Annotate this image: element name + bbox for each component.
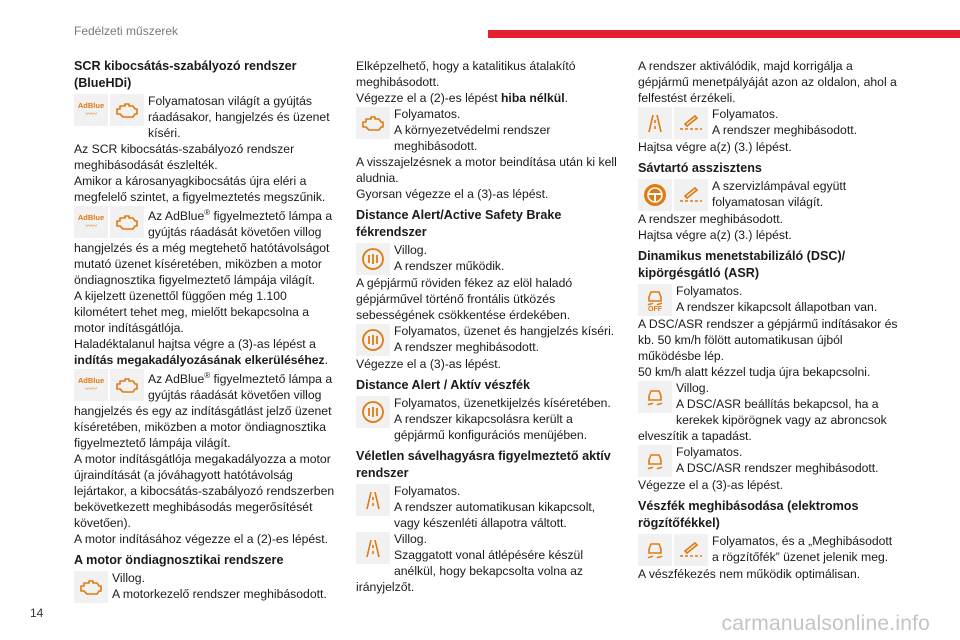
adblue-icon: AdBlue 〰〰 [74, 369, 108, 401]
text: A visszajelzésnek a motor beindítása után ki kell aludnia. [356, 155, 617, 185]
service-wrench-icon [674, 107, 708, 139]
text: Folyamatos, üzenet és hangjelzés kíséri. [394, 324, 615, 338]
dsc-skid-icon [638, 445, 672, 477]
text: A rendszer kikapcsolásra került a gépjármű konfigurációs menüjében. [394, 412, 588, 442]
icon-group [74, 206, 144, 238]
text: Végezze el a (2)-es lépést hiba nélkül. [356, 91, 569, 105]
text: Gyorsan végezze el a (3)-as lépést. [356, 187, 549, 201]
icon-group [638, 179, 708, 211]
text: A DSC/ASR rendszer meghibásodott. [676, 461, 879, 475]
dsc-skid-icon [638, 381, 672, 413]
text: Az SCR kibocsátás-szabályozó rendszer meghibásodását észlelték. [74, 142, 295, 172]
text: A vészfékezés nem működik optimálisan. [638, 567, 861, 581]
text: A rendszer kikapcsolt állapotban van. [676, 300, 878, 314]
dsc-skid-icon [638, 534, 672, 566]
collision-warning-icon [356, 324, 390, 356]
icon-group [356, 532, 390, 564]
heading-emergency-brake: Vészfék meghibásodása (elektromos rögzítőfékkel) [638, 499, 859, 530]
text: Folyamatos, és a „Meghibásodott a rögzítőfék” üzenet jelenik meg. [712, 534, 893, 564]
text: Folyamatos. [676, 445, 743, 459]
lane-departure-icon [356, 532, 390, 564]
icon-group [638, 381, 672, 413]
lane-departure-icon [638, 107, 672, 139]
text: A motorkezelő rendszer meghibásodott. [112, 587, 327, 602]
text: Villog. [394, 532, 427, 546]
text: Folyamatos. [394, 484, 461, 498]
text: Villog. [676, 381, 709, 395]
engine-icon [356, 107, 390, 139]
text: Szaggatott vonal átlépésére készül anélkül, hogy bekapcsolta volna az irányjelzőt. [356, 548, 584, 594]
heading-lane-keeping: Sávtartó asszisztens [638, 161, 762, 175]
text: Folyamatosan világít a gyújtás ráadásakor, hangjelzés és üzenet kíséri. [148, 94, 330, 140]
text: A rendszer meghibásodott. [712, 123, 857, 137]
text: A rendszer meghibásodott. [394, 340, 539, 354]
text: A szervizlámpával együtt folyamatosan világít. [712, 179, 847, 209]
text: Hajtsa végre a(z) (3.) lépést. [638, 228, 792, 242]
icon-group [638, 534, 708, 566]
icon-group [74, 94, 144, 126]
text: Az AdBlue® figyelmeztető lámpa a gyújtás ráadását követően villog hangjelzés és egy az indításgátlást jelző üzenet kíséretében, miközben a motor öndiagnosztika figyelmeztető lámpája világít. [74, 371, 333, 451]
text: Az AdBlue® figyelmeztető lámpa a gyújtás ráadását követően villog hangjelzés és a még megtehető hatótávolságot mutató üzenet kíséretében, miközben a motor öndiagnosztika figyelmeztető lámpája világít. [74, 208, 333, 288]
header-accent-bar [488, 30, 960, 38]
text: 50 km/h alatt kézzel tudja újra bekapcsolni. [638, 365, 871, 379]
collision-warning-icon [356, 243, 390, 275]
engine-icon [74, 571, 108, 603]
header-title: Fedélzeti műszerek [74, 24, 179, 38]
icon-group [356, 243, 390, 275]
icon-group [638, 107, 708, 139]
engine-icon [110, 94, 144, 126]
text: A környezetvédelmi rendszer meghibásodott. [394, 123, 551, 153]
text: Villog. [112, 571, 145, 586]
page-number: 14 [30, 606, 44, 620]
icon-group [74, 369, 144, 401]
text: A rendszer aktiválódik, majd korrigálja a gépjármű menetpályáját azon az oldalon, ahol a felfestést érzékeli. [638, 59, 897, 105]
engine-icon [110, 369, 144, 401]
text: A rendszer meghibásodott. [638, 212, 783, 226]
text: A DSC/ASR beállítás bekapcsol, ha a kerekek kipörögnek vagy az abroncsok elveszítik a tapadást. [638, 397, 887, 443]
heading-scr: SCR kibocsátás-szabályozó rendszer (BlueHDi) [74, 59, 297, 90]
column-3 [638, 58, 902, 582]
text: Folyamatos. [712, 107, 779, 121]
adblue-icon: AdBlue 〰〰 [74, 94, 108, 126]
text: Villog. [394, 243, 427, 257]
lane-departure-icon [356, 484, 390, 516]
text: A rendszer automatikusan kikapcsolt, vagy készenléti állapotra váltott. [394, 500, 596, 530]
text: A DSC/ASR rendszer a gépjármű indításakor és kb. 50 km/h fölött automatikusan újból működésbe lép. [638, 317, 898, 363]
text: Végezze el a (3)-as lépést. [638, 478, 783, 492]
icon-group [74, 571, 108, 603]
heading-distance-alert: Distance Alert / Aktív vészfék [356, 378, 531, 392]
text: Haladéktalanul hajtsa végre a (3)-as lépést a indítás megakadályozásának elkerüléséhez. [74, 337, 329, 368]
steering-wheel-icon [638, 179, 672, 211]
icon-group [638, 284, 672, 316]
engine-icon [110, 206, 144, 238]
icon-group [638, 445, 672, 477]
text: Folyamatos. [676, 284, 743, 298]
text: Hajtsa végre a(z) (3.) lépést. [638, 140, 792, 154]
service-wrench-icon [674, 179, 708, 211]
icon-group [356, 324, 390, 356]
off-label: OFF [648, 305, 662, 313]
heading-lane-departure: Véletlen sávelhagyásra figyelmeztető aktív rendszer [356, 449, 611, 480]
text: Elképzelhető, hogy a katalitikus átalakító meghibásodott. [356, 59, 576, 89]
text: A rendszer működik. [394, 259, 505, 273]
text: Folyamatos. [394, 107, 461, 121]
service-wrench-icon [674, 534, 708, 566]
icon-group [356, 396, 390, 428]
text: A motor indításgátlója megakadályozza a motor újraindítását (a jóváhagyott hatótávolság lejártakor, a kibocsátás-szabályozó rendszerben bekövetkezett meghibásodás megerősítését követően). [74, 452, 335, 531]
adblue-icon: AdBlue 〰〰 [74, 206, 108, 238]
dsc-off-icon [638, 284, 672, 316]
column-1 [74, 58, 336, 603]
text: Folyamatos, üzenetkijelzés kíséretében. [394, 396, 611, 410]
text: A kijelzett üzenettől függően még 1.100 kilométert tehet meg, mielőtt bekapcsolna a motor indításgátlója. [74, 289, 310, 336]
text: A gépjármű röviden fékez az elöl haladó gépjárművel történő frontális ütközés sebességének csökkentése érdekében. [356, 276, 573, 322]
collision-warning-icon [356, 396, 390, 428]
text: Végezze el a (3)-as lépést. [356, 357, 501, 371]
text: Amikor a károsanyagkibocsátás újra eléri a megfelelő szintet, a figyelmeztetés megszűnik. [74, 174, 326, 204]
icon-group [356, 484, 390, 516]
heading-distance-alert-asb: Distance Alert/Active Safety Brake fékrendszer [356, 208, 562, 239]
watermark: carmanualsonline.info [721, 612, 930, 635]
heading-dsc-asr: Dinamikus menetstabilizáló (DSC)/ kipörgésgátló (ASR) [638, 249, 846, 280]
heading-engine-diagnostics: A motor öndiagnosztikai rendszere [74, 553, 284, 568]
column-2 [356, 58, 620, 595]
icon-group [356, 107, 390, 139]
text: A motor indításához végezze el a (2)-es lépést. [74, 532, 329, 547]
